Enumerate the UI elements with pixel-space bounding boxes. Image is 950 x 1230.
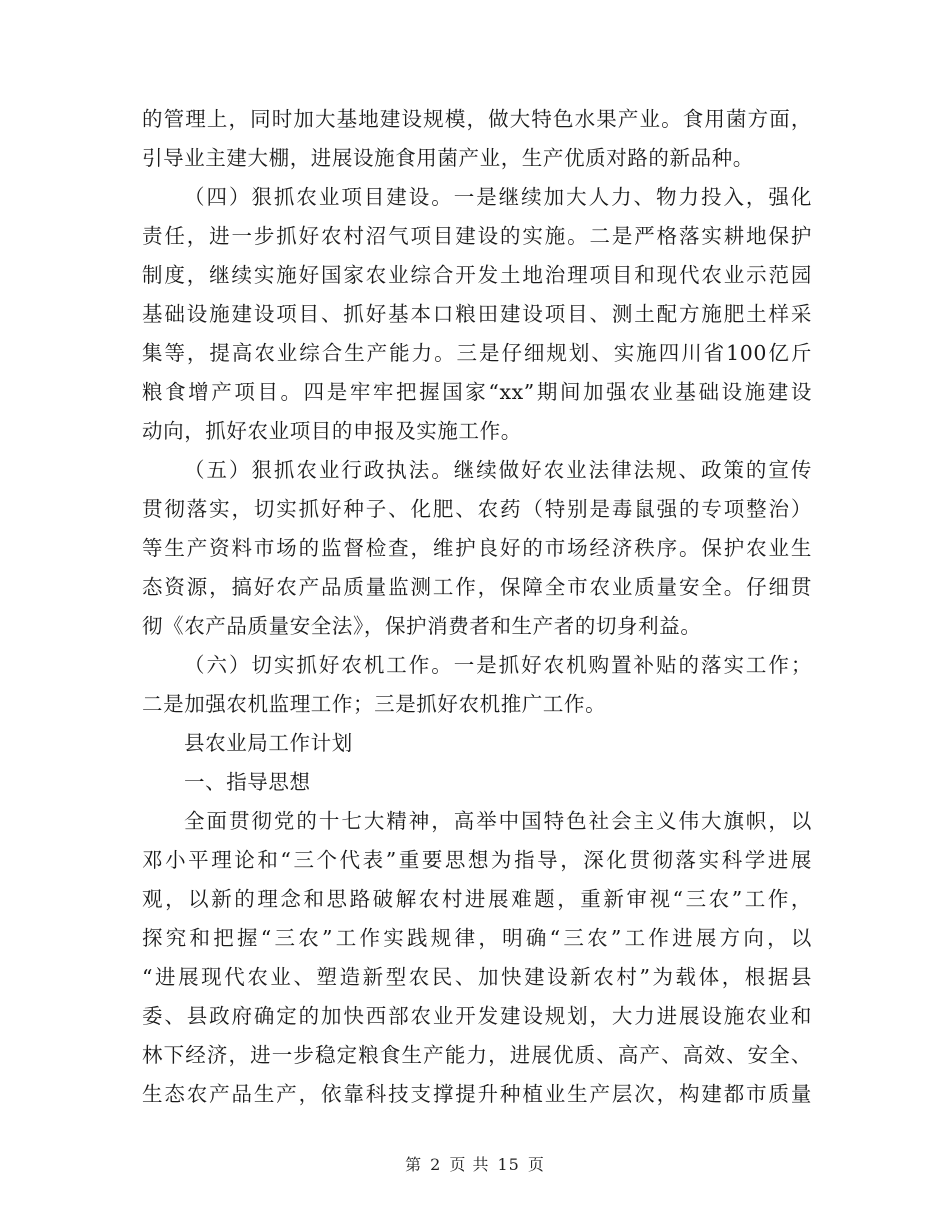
text-line: 县农业局工作计划 [184, 731, 353, 755]
text-line: 探究和把握“三农”工作实践规律，明确“三农”工作进展方向，以 [142, 926, 812, 950]
text-line: 责任，进一步抓好农村沼气项目建设的实施。二是严格落实耕地保护 [142, 224, 812, 248]
text-line: 贯彻落实，切实抓好种子、化肥、农药（特别是毒鼠强的专项整治） [142, 497, 812, 521]
footer-current-page: 2 [430, 1155, 442, 1174]
footer-suffix: 页 [527, 1155, 545, 1174]
footer-prefix: 第 [405, 1155, 423, 1174]
text-line: 委、县政府确定的加快西部农业开发建设规划，大力进展设施农业和 [142, 1004, 812, 1028]
text-line: 粮食增产项目。四是牢牢把握国家“xx”期间加强农业基础设施建设 [142, 380, 812, 404]
footer-middle: 页 共 [449, 1155, 490, 1174]
text-line: 态资源，搞好农产品质量监测工作，保障全市农业质量安全。仔细贯 [142, 575, 812, 599]
text-line: 生态农产品生产，依靠科技支撑提升种植业生产层次，构建都市质量 [142, 1082, 812, 1106]
text-line: （五）狠抓农业行政执法。继续做好农业法律法规、政策的宣传 [184, 458, 812, 482]
text-line: 二是加强农机监理工作；三是抓好农机推广工作。 [142, 692, 607, 716]
text-line: 一、指导思想 [184, 770, 311, 794]
text-line: 集等，提高农业综合生产能力。三是仔细规划、实施四川省100亿斤 [142, 341, 812, 365]
text-line: （六）切实抓好农机工作。一是抓好农机购置补贴的落实工作； [184, 653, 812, 677]
text-line: 基础设施建设项目、抓好基本口粮田建设项目、测土配方施肥土样采 [142, 302, 812, 326]
footer-total-pages: 15 [497, 1155, 520, 1174]
text-line: 等生产资料市场的监督检查，维护良好的市场经济秩序。保护农业生 [142, 536, 812, 560]
text-line: （四）狠抓农业项目建设。一是继续加大人力、物力投入，强化 [184, 185, 812, 209]
document-body [142, 100, 812, 1114]
text-line: 引导业主建大棚，进展设施食用菌产业，生产优质对路的新品种。 [142, 146, 754, 170]
text-line: 观，以新的理念和思路破解农村进展难题，重新审视“三农”工作， [142, 887, 812, 911]
text-line: 的管理上，同时加大基地建设规模，做大特色水果产业。食用菌方面， [142, 107, 812, 131]
text-line: 林下经济，进一步稳定粮食生产能力，进展优质、高产、高效、安全、 [142, 1043, 812, 1067]
text-line: “进展现代农业、塑造新型农民、加快建设新农村”为载体，根据县 [142, 965, 812, 989]
text-line: 全面贯彻党的十七大精神，高举中国特色社会主义伟大旗帜，以 [184, 809, 812, 833]
text-line: 动向，抓好农业项目的申报及实施工作。 [142, 419, 522, 443]
text-line: 制度，继续实施好国家农业综合开发土地治理项目和现代农业示范园 [142, 263, 812, 287]
page-footer [0, 1152, 950, 1175]
text-line: 邓小平理论和“三个代表”重要思想为指导，深化贯彻落实科学进展 [142, 848, 812, 872]
text-line: 彻《农产品质量安全法》，保护消费者和生产者的切身利益。 [142, 614, 702, 638]
